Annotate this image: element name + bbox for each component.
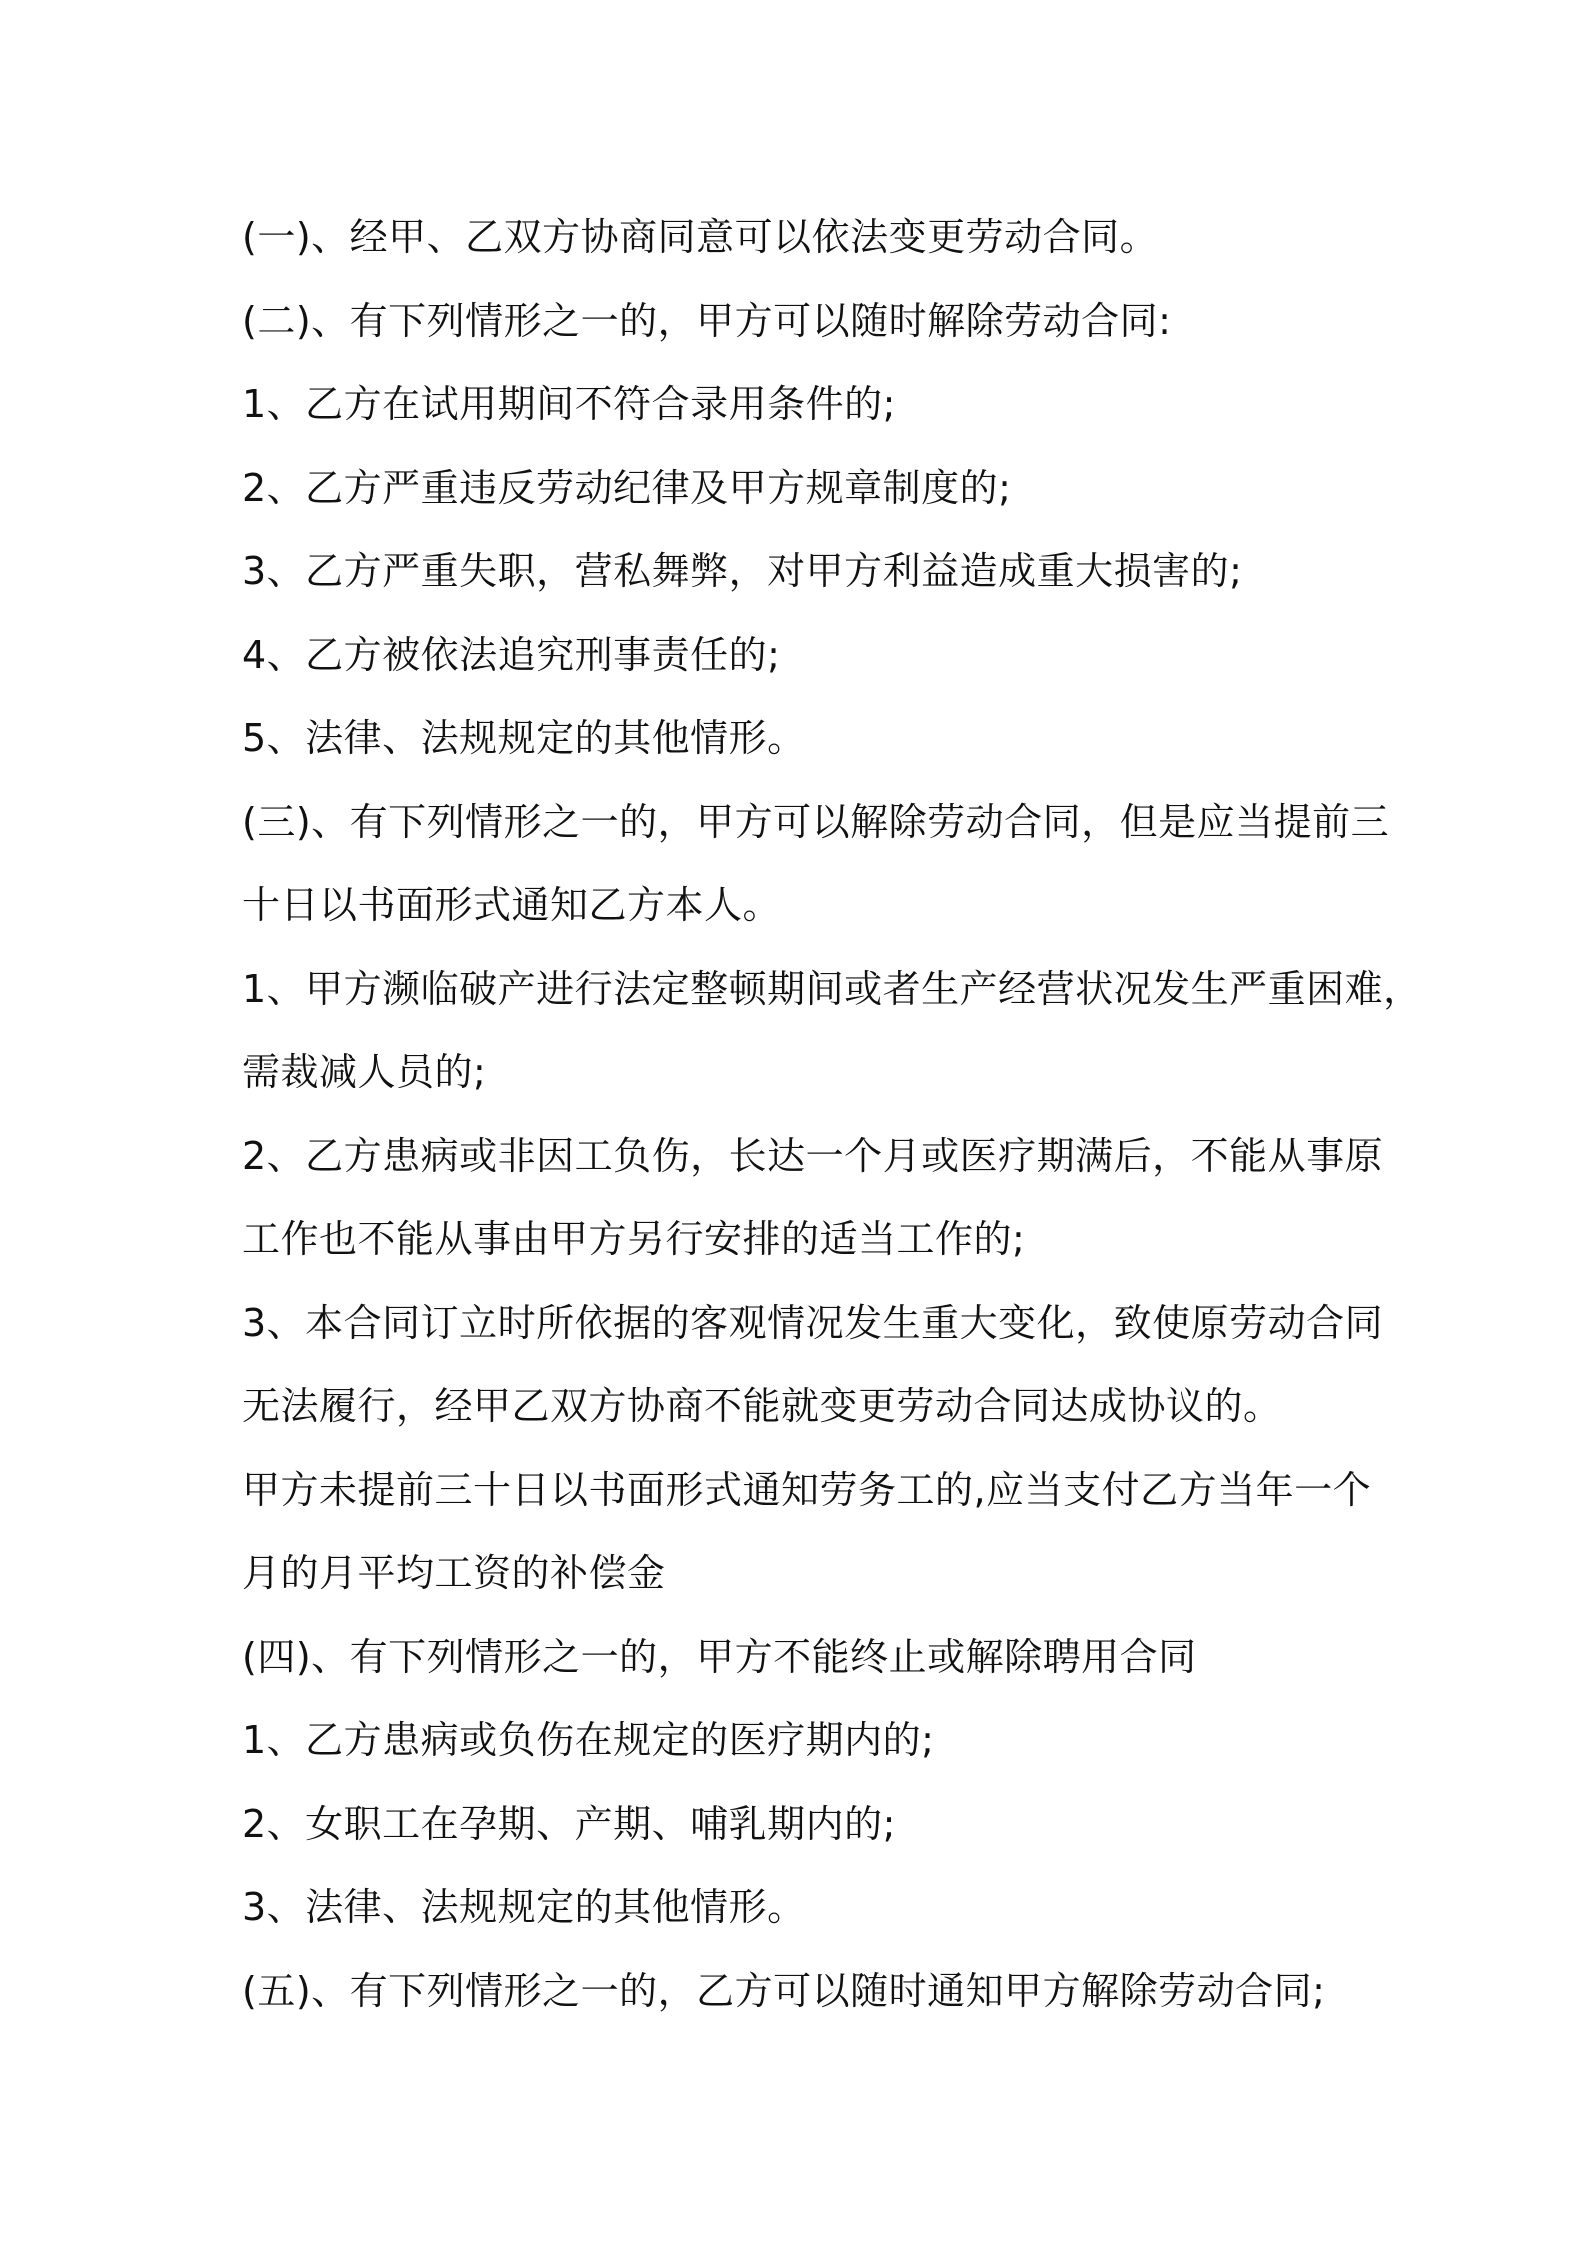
clause-1-heading: (一)、经甲、乙双方协商同意可以依法变更劳动合同。 [242,215,1159,259]
clause-3-heading-line-2: 十日以书面形式通知乙方本人。 [242,883,782,927]
document-body [242,196,1422,2033]
clause-2-item-3: 3、乙方严重失职，营私舞弊，对甲方利益造成重大损害的; [242,549,1243,593]
clause-4-heading: (四)、有下列情形之一的，甲方不能终止或解除聘用合同 [242,1634,1197,1679]
clause-3-item-2-line-2: 工作也不能从事由甲方另行安排的适当工作的; [242,1217,1026,1261]
clause-5-heading: (五)、有下列情形之一的，乙方可以随时通知甲方解除劳动合同; [242,1968,1326,2013]
clause-3-note-line-1: 甲方未提前三十日以书面形式通知劳务工的,应当支付乙方当年一个 [242,1467,1372,1512]
clause-4-item-3: 3、法律、法规规定的其他情形。 [242,1885,806,1929]
clause-4-item-1: 1、乙方患病或负伤在规定的医疗期内的; [242,1718,935,1762]
clause-2-item-2: 2、乙方严重违反劳动纪律及甲方规章制度的; [242,465,1012,510]
clause-3-item-3-line-2: 无法履行，经甲乙双方协商不能就变更劳动合同达成协议的。 [242,1384,1282,1428]
clause-3-item-2-line-1: 2、乙方患病或非因工负伤，长达一个月或医疗期满后，不能从事原 [242,1133,1384,1178]
clause-3-note-line-2: 月的月平均工资的补偿金 [242,1551,666,1595]
clause-3-item-3-line-1: 3、本合同订立时所依据的客观情况发生重大变化，致使原劳动合同 [242,1300,1384,1345]
clause-2-item-5: 5、法律、法规规定的其他情形。 [242,716,806,760]
clause-4-item-2: 2、女职工在孕期、产期、哺乳期内的; [242,1801,896,1846]
clause-3-item-1-line-1: 1、甲方濒临破产进行法定整顿期间或者生产经营状况发生严重困难， [242,966,1422,1011]
clause-3-item-1-line-2: 需裁减人员的; [242,1050,487,1094]
clause-2-item-1: 1、乙方在试用期间不符合录用条件的; [242,382,896,426]
clause-2-item-4: 4、乙方被依法追究刑事责任的; [242,632,781,677]
clause-3-heading-line-1: (三)、有下列情形之一的，甲方可以解除劳动合同，但是应当提前三 [242,799,1390,844]
clause-2-heading: (二)、有下列情形之一的，甲方可以随时解除劳动合同: [242,298,1172,343]
